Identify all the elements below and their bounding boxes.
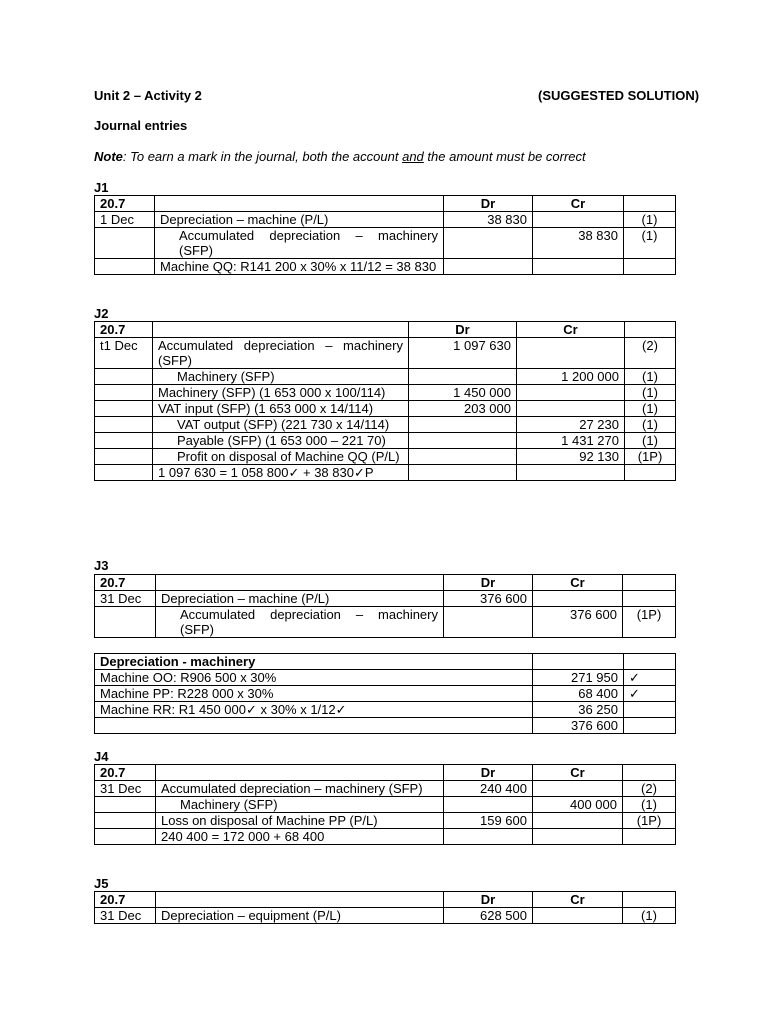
cell-mark: (1)	[625, 433, 676, 449]
table-row	[95, 829, 676, 845]
cell-calc: Machine QQ: R141 200 x 30% x 11/12 = 38 830	[155, 259, 444, 275]
cell-date: 31 Dec	[95, 781, 156, 797]
cell-mark: (1)	[623, 797, 676, 813]
cell-amount: 68 400	[533, 686, 624, 702]
cell-dr: 1 097 630	[409, 338, 517, 369]
cell-date: 31 Dec	[95, 908, 156, 924]
cell-mark: (1)	[623, 908, 676, 924]
table-header-row	[95, 654, 676, 670]
tick-icon: ✓	[624, 670, 676, 686]
table-header-row	[95, 892, 676, 908]
table-row	[95, 228, 676, 259]
header-dr: Dr	[444, 765, 533, 781]
header-dr: Dr	[444, 575, 533, 591]
cell-dr: 376 600	[444, 591, 533, 607]
cell-mark: (1)	[625, 385, 676, 401]
journal-j4	[94, 764, 676, 845]
header-date: 20.7	[95, 765, 156, 781]
cell-dr: 1 450 000	[409, 385, 517, 401]
cell-desc: Machine RR: R1 450 000✓ x 30% x 1/12✓	[95, 702, 533, 718]
table-row	[95, 338, 676, 369]
table-row	[95, 607, 676, 638]
header-date: 20.7	[95, 322, 153, 338]
depreciation-table	[94, 653, 676, 734]
journal-label-j1: J1	[94, 180, 109, 195]
journal-j2	[94, 321, 676, 481]
cell-mark: (2)	[625, 338, 676, 369]
cell-cr: 38 830	[533, 228, 624, 259]
journal-j1	[94, 195, 676, 275]
cell-dr: 628 500	[444, 908, 533, 924]
cell-cr: 27 230	[517, 417, 625, 433]
cell-desc: Machine PP: R228 000 x 30%	[95, 686, 533, 702]
cell-mark: (1P)	[623, 607, 676, 638]
unit-title: Unit 2 – Activity 2	[94, 88, 202, 103]
note	[94, 149, 586, 164]
cell-mark: (1)	[624, 212, 676, 228]
cell-dr: 159 600	[444, 813, 533, 829]
cell-desc: Machinery (SFP) (1 653 000 x 100/114)	[153, 385, 409, 401]
cell-amount: 36 250	[533, 702, 624, 718]
header-date: 20.7	[95, 575, 156, 591]
section-heading: Journal entries	[94, 118, 188, 133]
table-row	[95, 670, 676, 686]
header-date: 20.7	[95, 892, 156, 908]
cell-cr: 1 200 000	[517, 369, 625, 385]
header-cr: Cr	[533, 575, 623, 591]
cell-date: t1 Dec	[95, 338, 153, 369]
header-cr: Cr	[533, 196, 624, 212]
cell-desc: Machinery (SFP)	[156, 797, 444, 813]
table-row	[95, 686, 676, 702]
cell-mark: (1)	[625, 369, 676, 385]
table-row	[95, 417, 676, 433]
table-row	[95, 797, 676, 813]
cell-desc: Machinery (SFP)	[153, 369, 409, 385]
header-cr: Cr	[533, 765, 623, 781]
table-header-row	[95, 196, 676, 212]
journal-label-j5: J5	[94, 876, 109, 891]
header-date: 20.7	[95, 196, 155, 212]
table-row	[95, 591, 676, 607]
dep-title: Depreciation - machinery	[95, 654, 533, 670]
table-row	[95, 212, 676, 228]
cell-desc: Accumulated depreciation – machinery (SFP)	[156, 781, 444, 797]
cell-mark: (1)	[625, 417, 676, 433]
cell-cr: 376 600	[533, 607, 623, 638]
cell-mark: (2)	[623, 781, 676, 797]
table-row	[95, 813, 676, 829]
cell-desc: Depreciation – machine (P/L)	[155, 212, 444, 228]
cell-calc: 240 400 = 172 000 + 68 400	[156, 829, 444, 845]
cell-amount: 271 950	[533, 670, 624, 686]
note-text-post: the amount must be correct	[423, 149, 586, 164]
table-row	[95, 401, 676, 417]
cell-mark: (1P)	[623, 813, 676, 829]
journal-label-j3: J3	[94, 558, 109, 573]
table-header-row	[95, 765, 676, 781]
cell-dr: 203 000	[409, 401, 517, 417]
table-row	[95, 908, 676, 924]
cell-desc: Depreciation – equipment (P/L)	[156, 908, 444, 924]
tick-icon: ✓	[624, 686, 676, 702]
cell-mark: (1P)	[625, 449, 676, 465]
cell-total: 376 600	[533, 718, 624, 734]
journal-j5	[94, 891, 676, 924]
solution-label: (SUGGESTED SOLUTION)	[538, 88, 700, 103]
note-text-pre: : To earn a mark in the journal, both the account	[122, 149, 403, 164]
cell-desc: Machine OO: R906 500 x 30%	[95, 670, 533, 686]
cell-desc: VAT output (SFP) (221 730 x 14/114)	[153, 417, 409, 433]
table-row	[95, 433, 676, 449]
cell-cr: 1 431 270	[517, 433, 625, 449]
table-row	[95, 259, 676, 275]
cell-desc: Accumulated depreciation – machinery (SFP)	[155, 228, 444, 259]
header-dr: Dr	[409, 322, 517, 338]
header-cr: Cr	[533, 892, 623, 908]
header-dr: Dr	[444, 196, 533, 212]
journal-label-j2: J2	[94, 306, 109, 321]
cell-date: 31 Dec	[95, 591, 156, 607]
table-row	[95, 718, 676, 734]
table-row	[95, 702, 676, 718]
table-row	[95, 781, 676, 797]
table-row	[95, 369, 676, 385]
cell-desc: Profit on disposal of Machine QQ (P/L)	[153, 449, 409, 465]
cell-dr: 240 400	[444, 781, 533, 797]
cell-cr: 92 130	[517, 449, 625, 465]
note-label: Note	[94, 149, 123, 164]
cell-desc: Accumulated depreciation – machinery (SFP)	[156, 607, 444, 638]
cell-desc: Depreciation – machine (P/L)	[156, 591, 444, 607]
cell-mark: (1)	[624, 228, 676, 259]
table-row	[95, 385, 676, 401]
cell-date: 1 Dec	[95, 212, 155, 228]
cell-desc: Payable (SFP) (1 653 000 – 221 70)	[153, 433, 409, 449]
cell-desc: Loss on disposal of Machine PP (P/L)	[156, 813, 444, 829]
header-dr: Dr	[444, 892, 533, 908]
cell-mark: (1)	[625, 401, 676, 417]
cell-calc: 1 097 630 = 1 058 800✓ + 38 830✓P	[153, 465, 409, 481]
table-header-row	[95, 322, 676, 338]
header-cr: Cr	[517, 322, 625, 338]
journal-label-j4: J4	[94, 749, 109, 764]
cell-desc: Accumulated depreciation – machinery (SFP)	[153, 338, 409, 369]
cell-desc: VAT input (SFP) (1 653 000 x 14/114)	[153, 401, 409, 417]
cell-cr: 400 000	[533, 797, 623, 813]
journal-j3	[94, 574, 676, 638]
table-row	[95, 465, 676, 481]
cell-dr: 38 830	[444, 212, 533, 228]
table-row	[95, 449, 676, 465]
table-header-row	[95, 575, 676, 591]
note-and: and	[402, 149, 424, 164]
